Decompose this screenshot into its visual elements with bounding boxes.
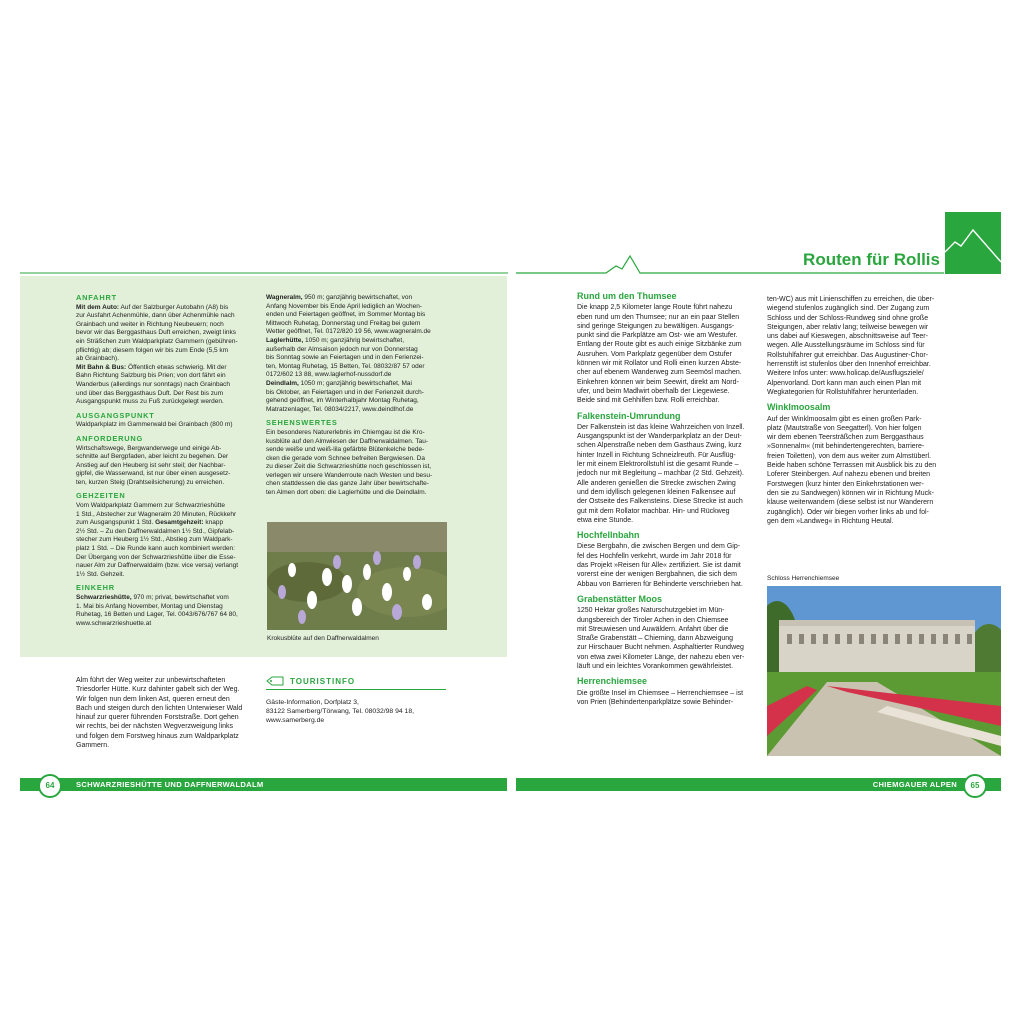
left-body-paragraph: Alm führt der Weg weiter zur unbewirtschafteten Triesdorfer Hütte. Kurz dahinter gabelt sich der Weg. Wir folgen nun dem linken Ast, queren erneut den Bach und steigen durch den lichten Unterwieser Wald hinauf zur querer führenden Forststraße. Dort gehen wir rechts, bei der nächsten Wegverzweigung links und folgen dem Forstweg hinaus zum Waldparkplatz Gammern. [76,677,243,750]
route-text: Auf der Winklmoosalm gibt es einen großen Park- platz (Mautstraße von Seegatterl). Von hier folgen wir dem ebenen Teersträßchen zum Berggasthaus »Sonnenalm« (mit behindertengerechten, barriere- freien Toiletten), von dem aus weiter zum Almstüberl. Beide haben schöne Terrassen mit Ausblick bis zu den Loferer Steinbergen. Auf nahezu ebenen und breiten Forstwegen (kurz hinter den Einkehrstationen wer- den sie zu Sandwegen) können wir in Richtung Muck- klause weiterwandern (diese selbst ist nur Wanderern zugänglich). Oder wir biegen vorher links ab und fol- gen dem »Landweg« in Richtung Heutal. [767,415,937,525]
route-text: 1250 Hektar großes Naturschutzgebiet im Mün- dungsbereich der Tiroler Achen in den Chiemsee mit Streuwiesen und Auwäldern. Anfahrt über die Straße Grabenstätt – Chieming, dann Abzweigung zur Hirschauer Bucht nehmen. Asphaltierter Rundweg von etwa zwei Kilometer Länge, der nahezu eben ver- läuft und ein leichtes Vorankommen gewährleistet. [577,607,745,670]
section-body: Ein besonderes Naturerlebnis im Chiemgau ist die Kro- kusblüte auf den Almwiesen der Daffnerwaldalmen. Tau- sende weiße und weiß-lila gefärbte Blütenkelche bede- cken die gerade vom Schnee befreiten Bergwiesen. Da zu dieser Zeit die Schwarzrieshütte noch geschlossen ist, verlegen wir unsere Wanderroute nach Westen und besu- chen stattdessen die das ganze Jahr über bewirtschafte- ten Almen dort oben: die Laglerhütte und die Deindlalm. [266,428,433,497]
info-column-1 [76,294,258,628]
touristinfo-title: TOURISTINFO [290,676,356,686]
page-number-left: 64 [38,774,62,798]
lead-term: Schwarzrieshütte, [76,594,132,601]
route-text: ten-WC) aus mit Linienschiffen zu erreichen, die über- wiegend stufenlos zugänglich sind. Der Zugang zum Schloss und der Schloss-Rundweg sind ohne große Steigungen, aber relativ lang; teilweise bewegen wir uns dabei auf Kieswegen, abschnittsweise auf Teer- wegen. Alle Ausstellungsräume im Schloss sind für Rollstuhlfahrer gut erreichbar. Das Augustiner-Chor- herrenstift ist stufenlos über den Innenhof erreichbar. Weitere Infos unter: www.holicap.de/Ausflugsziele/ Alpenvorland. Dort kann man auch einen Plan mit Wegkategorien für Rollstuhlfahrer herunterladen. [767,296,935,396]
crocus-caption: Krokusblüte auf den Daffnerwaldalmen [267,635,379,642]
footer-left [20,778,507,791]
section-heading: ANFORDERUNG [76,433,144,443]
footer-right-title: CHIEMGAUER ALPEN [872,780,957,789]
lead-term: Gesamtgehzeit: [155,519,204,527]
footer-right [516,778,1001,791]
section-text [76,304,258,364]
section-text [266,429,448,498]
mountain-icon [945,212,1001,274]
section-text [76,502,258,579]
info-column-2 [266,294,448,498]
crocus-image [267,522,447,630]
route-heading: Rund um den Thumsee [577,291,677,301]
left-top-rule [20,272,508,274]
section-text [76,364,258,407]
section-heading: EINKEHR [76,583,115,593]
route-heading: Herrenchiemsee [577,676,648,687]
section-text [266,380,448,414]
section-body: 970 m; privat, bewirtschaftet vom 1. Mai bis Anfang November, Montag und Dienstag Ruhetag, 16 Betten und Lager, Tel. 0043/676/767 64 80, www.schwarzrieshuette.at [76,594,238,627]
ticket-icon [266,676,284,686]
lead-term: Wagneralm, [266,294,303,301]
touristinfo-header [266,676,446,690]
right-column-1 [577,292,757,707]
route-text: Diese Bergbahn, die zwischen Bergen und dem Gip- fel des Hochfelln verkehrt, wurde im Jahr 2018 für das Projekt »Reisen für Alle« zertifiziert. Sie ist damit vorerst eine der wenigen Bergbahnen, die sich dem Abbau von Barrieren für Behinderte verschrieben hat. [577,543,743,588]
section-heading: GEHZEITEN [76,491,126,501]
left-body-text [76,676,257,750]
route-heading: Grabenstätter Moos [577,593,663,604]
castle-photo [767,586,1001,756]
lead-term: Deindlalm, [266,379,299,387]
section-body: knapp 2½ Std. – Zu den Daffnerwaldalmen 1½ Std., Gipfelab- stecher zum Heuberg 1½ Std., Abstieg zum Waldpark- platz 1 Std. – Die Runde kann auch kombiniert werden: Der Übergang von der Schwarzrieshütte über die Esse- nauer Alm zur Daffnerwaldalm (bzw. vice versa) verlangt 1½ Std. Gehzeit. [76,519,239,578]
section-body: Waldparkplatz im Gammerwald bei Grainbach (800 m) [76,421,233,429]
page-title: Routen für Rollis [803,250,940,269]
touristinfo-text: Gäste-Information, Dorfplatz 3, 83122 Samerberg/Törwang, Tel. 08032/98 94 18, www.samerberg.de [266,699,414,724]
section-heading: AUSGANGSPUNKT [76,410,155,420]
route-text: Der Falkenstein ist das kleine Wahrzeichen von Inzell. Ausgangspunkt ist der Wanderparkplatz an der Deut- schen Alpenstraße neben dem Gasthaus Zwing, kurz hinter Inzell in Richtung Schneizlreuth. Für Ausflüg- ler mit einem Elektrorollstuhl ist die gesamt Runde – jedoch nur mit Begleitung – machbar (2 Std. Gehzeit). Alle anderen genießen die Strecke zwischen Zwing und dem idyllisch gelegenen kleinen Falkensee auf der Ostseite des Falkensteins. Diese Strecke ist auch gut mit dem Rollator machbar. Hin- und Rückweg etwa eine Stunde. [577,423,745,524]
section-heading: ANFAHRT [76,293,117,302]
section-body: Vom Waldparkplatz Gammern zur Schwarzrieshütte 1 Std., Abstecher zur Wagneralm 20 Minuten, Rückkehr zum Ausgangspunkt 1 Std. [76,502,237,527]
footer-left-title: SCHWARZRIESHÜTTE UND DAFFNERWALDALM [76,780,264,789]
lead-term: Mit Bahn & Bus: [76,363,127,371]
touristinfo-box [266,676,446,725]
section-text [76,445,258,488]
section-text [266,337,448,380]
section-text [266,294,448,337]
section-body: Wirtschaftswege, Bergwanderwege und einige Ab- schnitte auf Bergpfaden, aber leicht zu begehen. Der Anstieg auf den Heuberg ist sehr steil; der Nachbar- gipfel, die Wasserwand, ist nur über einen ausgesetz- ten, kurzen Steig (Drahtseilsicherung) zu erreichen. [76,444,231,486]
route-heading: Winklmoosalm [767,402,831,413]
crocus-photo [267,522,447,630]
section-body: 1050 m; ganzjährig bewirtschaftet, außerhalb der Almsaison jedoch nur von Donnerstag bis Sonntag sowie an Feiertagen und in den Ferienzei- ten, Montag Ruhetag, 15 Betten, Tel. 08032/87 57 oder 0172/602 13 88, www.laglerhof-nussdorf.de [266,336,425,379]
route-text: Die größte Insel im Chiemsee – Herrenchiemsee – ist von Prien (Behindertenparkplätze sowie Behinder- [577,689,744,706]
section-body: Auf der Salzburger Autobahn (A8) bis zur Ausfahrt Achenmühle, dann über Achenmühle nach Grainbach und weiter in Richtung Neubeuern; noch bevor wir das Berggasthaus Duft erreichen, zweigt links ein Sträßchen zum Waldparkplatz Gammern (gebühren- pflichtig) ab; diesem folgen wir bis zum Ende (5,5 km ab Grainbach). [76,303,238,363]
lead-term: Laglerhütte, [266,336,304,344]
section-text [76,594,258,628]
castle-image [767,586,1001,756]
chapter-tab [945,212,1001,274]
section-heading: SEHENSWERTES [266,418,338,428]
lead-term: Mit dem Auto: [76,303,120,311]
section-body: 950 m; ganzjährig bewirtschaftet, von Anfang November bis Ende April lediglich an Wochen- enden und Feiertagen geöffnet, im Sommer Montag bis Mittwoch Ruhetag, Donnerstag und Freitag bei gutem Wetter geöffnet, Tel. 0172/820 19 56, www.wagneralm.de [266,294,431,336]
section-body: 1050 m; ganzjährig bewirtschaftet, Mai bis Oktober, an Feiertagen und in der Ferienzeit durch- gehend geöffnet, im Winterhalbjahr Montag Ruhetag, Matratzenlager, Tel. 08034/2217, www.deindlhof.de [266,379,424,413]
section-text [76,421,258,430]
route-heading: Falkenstein-Umrundung [577,410,681,421]
route-text: Die knapp 2,5 Kilometer lange Route führt nahezu eben rund um den Thumsee; nur an ein paar Stellen sind geringe Steigungen zu bewältigen. Ausgangs- punkt sind die Parkplätze am Ost- wie am Westufer. Entlang der Route gibt es auch einige Sitzbänke zum Ausruhen. Vom Parkplatz gegenüber dem Ostufer können wir mit Rollator und Rolli einen kurzen Abste- cher auf ebenem Wanderweg zum Seemösl machen. Einkehren können wir beim Seewirt, direkt am Nord- ufer, und beim Madlwirt oberhalb der Liegewiese. Beide sind mit Gehhilfen bzw. Rolli erreichbar. [577,304,742,405]
info-box [20,276,507,657]
castle-caption: Schloss Herrenchiemsee [767,575,840,582]
route-heading: Hochfellnbahn [577,530,640,541]
section-body: Öffentlich etwas schwierig. Mit der Bahn Richtung Salzburg bis Prien; von dort fährt ein Wanderbus (allerdings nur sonntags) nach Grainbach und über das Berggasthaus Duft. Der Rest bis zum Ausgangspunkt muss zu Fuß zurückgelegt werden. [76,363,231,406]
page-number-right: 65 [963,774,987,798]
right-column-2 [767,295,947,526]
